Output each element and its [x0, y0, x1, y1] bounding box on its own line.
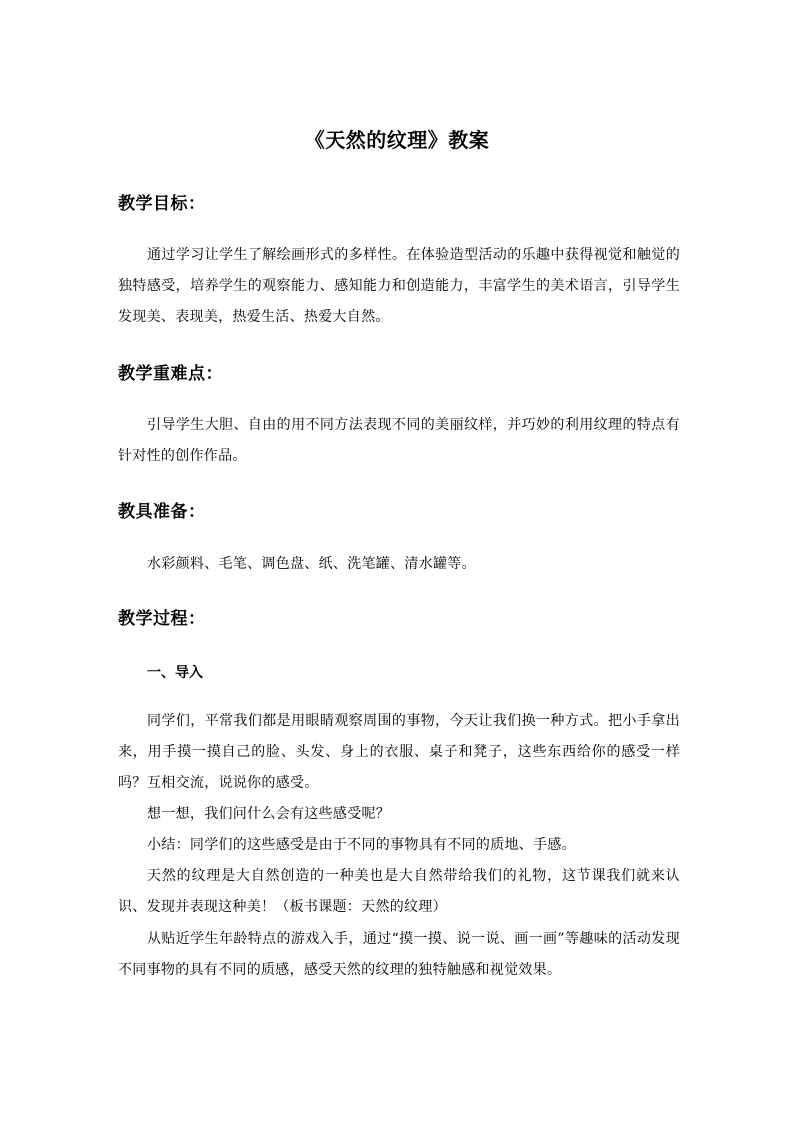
- heading-key-points: 教学重难点：: [118, 364, 223, 384]
- heading-objectives: 教学目标：: [118, 194, 206, 214]
- paragraph-process-6: 从贴近学生年龄特点的游戏入手，通过“摸一摸、说一说、画一画”等趣味的活动发现不同事物的具有不同的质感，感受天然的纹理的独特触感和视觉效果。: [118, 931, 680, 978]
- heading-process: 教学过程：: [118, 609, 206, 629]
- heading-materials: 教具准备：: [118, 502, 206, 522]
- paragraph-process-4: 小结：同学们的这些感受是由于不同的事物具有不同的质地、手感。: [147, 837, 576, 853]
- subheading-intro: 一、导入: [147, 665, 203, 681]
- paragraph-process-5: 天然的纹理是大自然创造的一种美也是大自然带给我们的礼物，这节课我们就来认识、发现并表现这种美！（板书课题：天然的纹理）: [118, 868, 680, 915]
- document-title: 《天然的纹理》教案: [304, 128, 490, 152]
- paragraph-process-2: 互相交流，说说你的感受。: [147, 775, 319, 791]
- paragraph-process-3: 想一想，我们问什么会有这些感受呢？: [147, 806, 391, 822]
- paragraph-process-1: 同学们，平常我们都是用眼睛观察周围的事物，今天让我们换一种方式。把小手拿出来，用手摸一摸自己的脸、头发、身上的衣服、桌子和凳子，这些东西给你的感受一样吗？: [118, 713, 680, 791]
- paragraph-key-points: 引导学生大胆、自由的用不同方法表现不同的美丽纹样，并巧妙的利用纹理的特点有针对性的创作作品。: [118, 417, 680, 464]
- paragraph-materials: 水彩颜料、毛笔、调色盘、纸、洗笔罐、清水罐等。: [147, 556, 476, 572]
- paragraph-objectives: 通过学习让学生了解绘画形式的多样性。在体验造型活动的乐趣中获得视觉和触觉的独特感受，培养学生的观察能力、感知能力和创造能力，丰富学生的美术语言，引导学生发现美、表现美，热爱生活、热爱大自然。: [118, 247, 680, 325]
